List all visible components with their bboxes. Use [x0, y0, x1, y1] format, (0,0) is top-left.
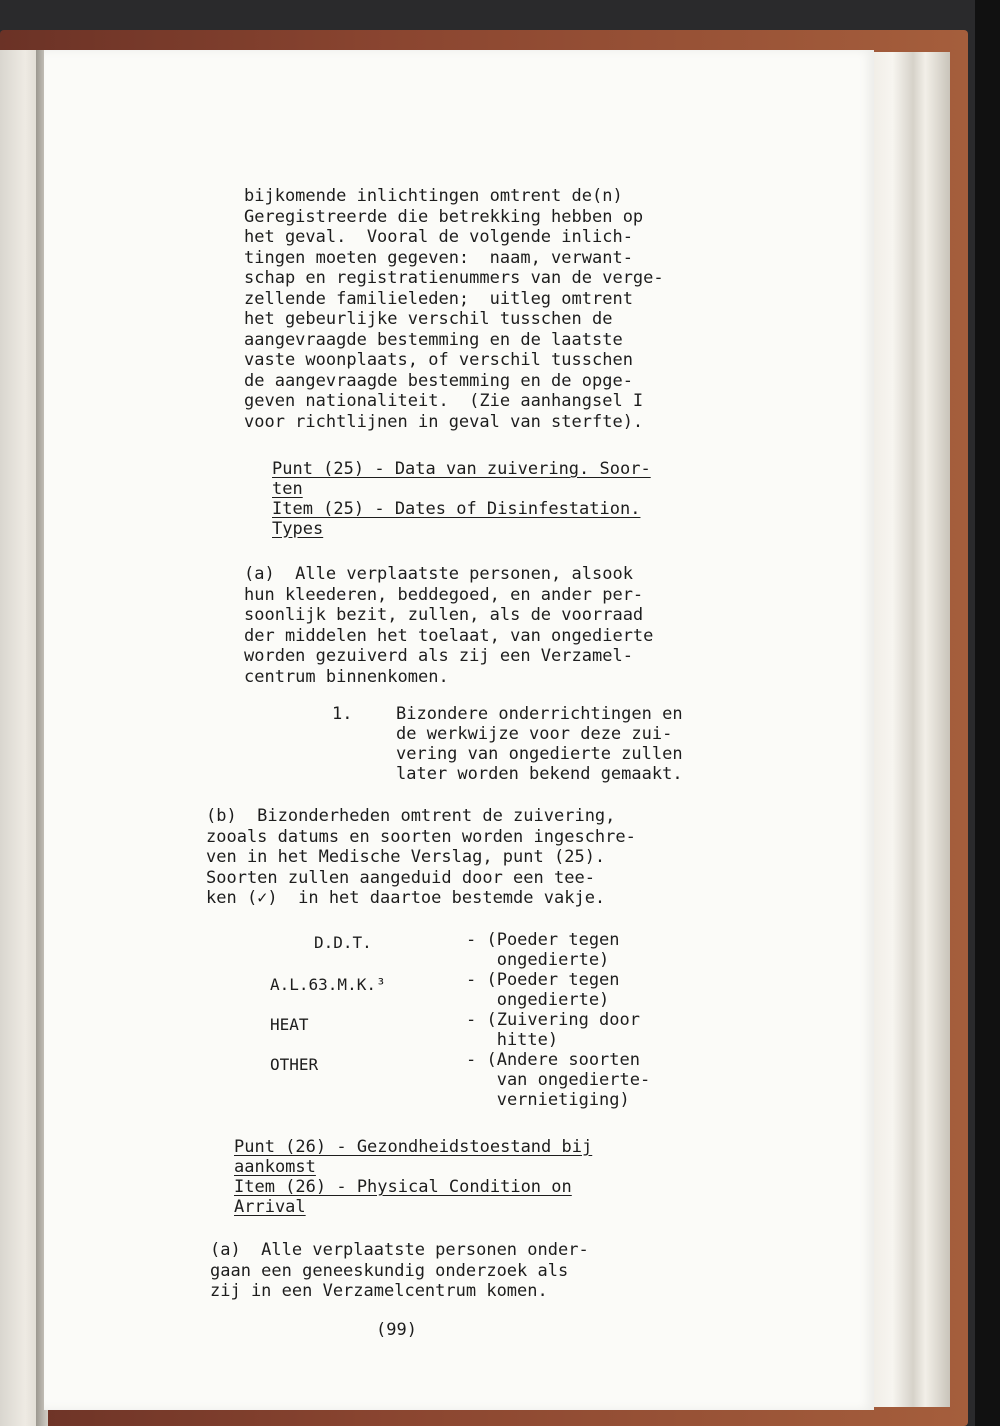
type-name: D.D.T.	[314, 933, 372, 952]
heading-punt-26: Punt (26) - Gezondheidstoestand bij aankomst	[234, 1137, 593, 1177]
heading-item-25: Item (25) - Dates of Disinfestation. Types	[272, 499, 641, 539]
type-name: HEAT	[270, 1015, 309, 1034]
type-description: - (Poeder tegen ongedierte)	[466, 970, 620, 1010]
list-number: 1.	[332, 704, 353, 724]
paragraph-a-physical: (a) Alle verplaatste personen onder- gaan een geneeskundig onderzoek als zij in een Verzamelcentrum komen.	[210, 1240, 589, 1301]
type-description: - (Zuivering door hitte)	[466, 1010, 640, 1050]
paragraph-a-disinfestation: (a) Alle verplaatste personen, alsook hun kleederen, beddegoed, en ander per- soonlijk bezit, zullen, als de voorraad der middelen het toelaat, van ongedierte worden gezuiverd als zij een Verzamel- centrum binnenkomen.	[244, 564, 654, 687]
list-item-text: Bizondere onderrichtingen en de werkwijze voor deze zui- vering van ongedierte zullen later worden bekend gemaakt.	[396, 704, 683, 784]
type-name: A.L.63.M.K.³	[270, 975, 386, 994]
type-description: - (Poeder tegen ongedierte)	[466, 930, 620, 970]
heading-item-26: Item (26) - Physical Condition on Arrival	[234, 1177, 572, 1217]
paragraph-b-details: (b) Bizonderheden omtrent de zuivering, zooals datums en soorten worden ingeschre- ven in het Medische Verslag, punt (25). Soorten zullen aangeduid door een tee- ken (✓) in het daartoe bestemde vakje.	[206, 806, 636, 908]
page-stack-edge	[868, 52, 950, 1407]
document-page	[44, 50, 874, 1410]
type-description: - (Andere soorten van ongedierte- vernietiging)	[466, 1050, 651, 1110]
heading-punt-25: Punt (25) - Data van zuivering. Soor- ten	[272, 459, 651, 499]
intro-paragraph: bijkomende inlichtingen omtrent de(n) Geregistreerde die betrekking hebben op het geval. Vooral de volgende inlich- tingen moeten gegeven: naam, verwant- schap en registratienummers van de verge- zellende familieleden; uitleg omtrent het gebeurlijke verschil tusschen de aangevraagde bestemming en de laatste vaste woonplaats, of verschil tusschen de aangevraagde bestemming en de opge- geven nationaliteit. (Zie aanhangsel I voor richtlijnen in geval van sterfte).	[244, 186, 664, 432]
type-name: OTHER	[270, 1055, 319, 1074]
page-number: (99)	[376, 1320, 417, 1340]
background-strip	[975, 0, 1000, 1426]
